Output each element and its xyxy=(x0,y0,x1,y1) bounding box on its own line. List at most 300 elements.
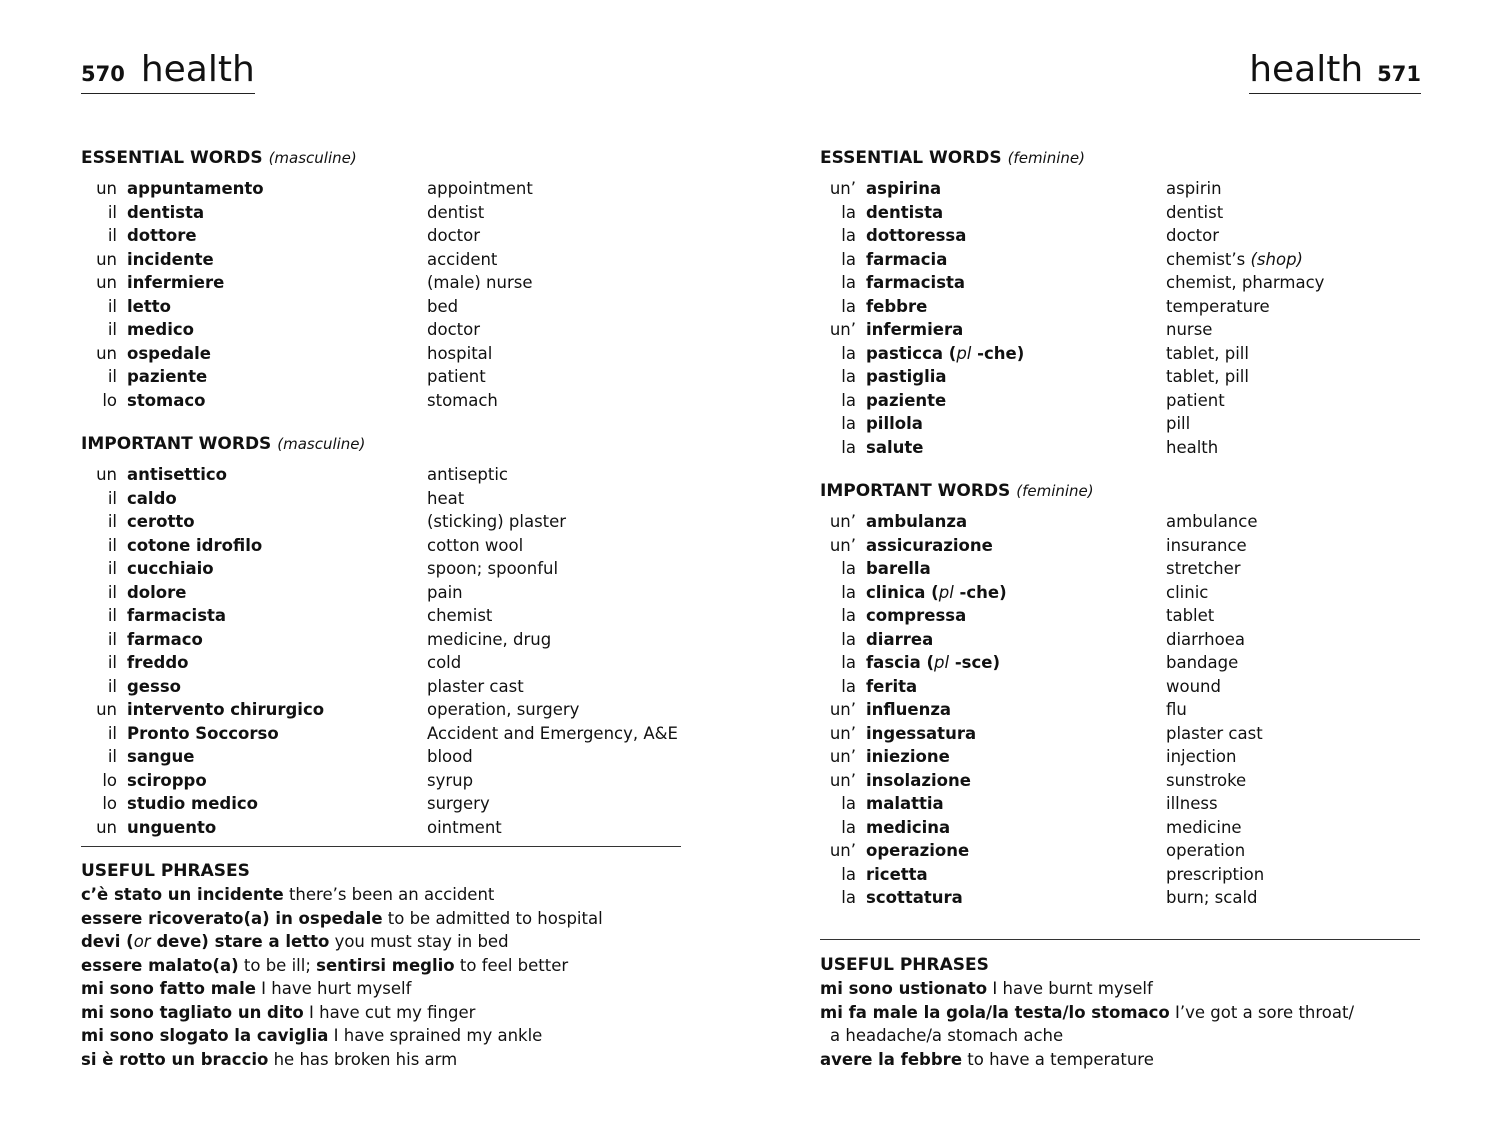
headword xyxy=(127,534,427,558)
headword xyxy=(127,675,427,699)
translation-text: aspirin xyxy=(1166,179,1222,198)
article: il xyxy=(107,226,117,245)
plural-label: pl xyxy=(934,653,950,672)
article: la xyxy=(841,226,856,245)
word-text: incidente xyxy=(127,249,214,269)
translation xyxy=(1166,271,1324,295)
translation-text: operation, surgery xyxy=(427,700,580,719)
word-text: insolazione xyxy=(866,770,971,790)
vocab-entry xyxy=(820,436,1420,460)
translation xyxy=(427,816,502,840)
translation xyxy=(1166,201,1223,225)
plural-label: pl xyxy=(956,343,972,363)
headword xyxy=(866,698,1166,722)
translation xyxy=(1166,651,1238,675)
section-heading xyxy=(820,148,1420,168)
translation-text: blood xyxy=(427,747,473,766)
page-number: 571 xyxy=(1377,62,1421,86)
vocab-entry xyxy=(81,722,681,746)
vocab-entry xyxy=(820,248,1420,272)
translation-text: tablet, pill xyxy=(1166,343,1249,363)
word-text: assicurazione xyxy=(866,535,993,555)
translation xyxy=(1166,604,1214,628)
translation-text: chemist xyxy=(427,606,493,625)
word-text: gesso xyxy=(127,676,181,696)
page-number: 570 xyxy=(81,62,125,86)
word-text: farmacista xyxy=(127,606,227,625)
article: la xyxy=(841,273,856,292)
word-text: dentista xyxy=(866,202,944,222)
vocab-entry xyxy=(81,745,681,769)
translation-text: prescription xyxy=(1166,864,1265,884)
translation-text: clinic xyxy=(1166,582,1209,602)
word-text: operazione xyxy=(866,841,970,860)
article: un xyxy=(96,465,117,484)
word-text: dentista xyxy=(127,202,205,222)
vocab-entry xyxy=(820,557,1420,581)
phrase-translation: to be ill; xyxy=(238,955,317,975)
translation xyxy=(1166,769,1246,793)
article: il xyxy=(107,676,117,696)
article: la xyxy=(841,202,856,222)
translation xyxy=(1166,698,1187,722)
phrase-line xyxy=(81,883,681,907)
phrase-italian: essere malato(a) xyxy=(81,955,239,975)
useful-phrases xyxy=(820,955,1420,1071)
headword xyxy=(127,318,427,342)
vocab-entry xyxy=(820,792,1420,816)
word-text: dottoressa xyxy=(866,226,967,245)
vocab-entry xyxy=(81,769,681,793)
phrase-list xyxy=(820,977,1420,1071)
headword xyxy=(866,769,1166,793)
translation xyxy=(1166,224,1219,248)
vocab-entry xyxy=(820,769,1420,793)
translation xyxy=(1166,839,1245,863)
translation-text: sunstroke xyxy=(1166,770,1247,790)
translation xyxy=(1166,557,1241,581)
translation xyxy=(427,745,473,769)
translation-text: wound xyxy=(1166,676,1221,696)
vocab-entry xyxy=(820,201,1420,225)
translation xyxy=(427,792,490,816)
headword xyxy=(127,651,427,675)
phrase-italian: mi sono tagliato un dito xyxy=(81,1002,304,1022)
phrase-italian: mi sono ustionato xyxy=(820,979,988,998)
word-text: appuntamento xyxy=(127,179,264,198)
article: il xyxy=(107,488,117,508)
translation xyxy=(1166,365,1249,389)
article: il xyxy=(107,723,117,743)
important-words-feminine xyxy=(820,481,1420,910)
translation-text: doctor xyxy=(427,226,480,245)
translation-text: operation xyxy=(1166,841,1246,860)
word-text: paziente xyxy=(127,367,208,386)
vocab-entry xyxy=(820,224,1420,248)
phrase-translation: I have sprained my ankle xyxy=(328,1026,543,1045)
word-text: stomaco xyxy=(127,390,206,410)
translation-text: dentist xyxy=(1166,202,1224,222)
vocab-list xyxy=(81,463,681,839)
headword xyxy=(866,863,1166,887)
vocab-entry xyxy=(81,698,681,722)
article: la xyxy=(841,414,856,433)
headword xyxy=(127,510,427,534)
translation-text: accident xyxy=(427,249,498,269)
translation xyxy=(1166,722,1263,746)
phrase-translation: a headache/a stomach ache xyxy=(830,1026,1064,1045)
word-text: barella xyxy=(866,559,931,578)
translation xyxy=(1166,792,1218,816)
translation xyxy=(1166,412,1190,436)
headword xyxy=(866,722,1166,746)
translation xyxy=(427,510,566,534)
translation xyxy=(427,651,461,675)
article: un’ xyxy=(829,747,856,766)
translation-text: diarrhoea xyxy=(1166,629,1245,649)
translation-text: insurance xyxy=(1166,535,1247,555)
vocab-entry xyxy=(820,675,1420,699)
translation-text: temperature xyxy=(1166,296,1270,316)
word-text: dottore xyxy=(127,226,197,245)
translation-text: burn; scald xyxy=(1166,888,1258,907)
section-divider xyxy=(81,846,681,847)
translation xyxy=(427,581,463,605)
headword xyxy=(866,510,1166,534)
article: la xyxy=(841,559,856,578)
article: un xyxy=(96,817,117,837)
translation-text: health xyxy=(1166,437,1219,457)
headword xyxy=(866,224,1166,248)
article: un xyxy=(96,249,117,269)
phrase-translation: I have burnt myself xyxy=(987,979,1153,998)
vocab-entry xyxy=(81,675,681,699)
vocab-entry xyxy=(81,792,681,816)
phrase-italian: or xyxy=(133,932,151,951)
translation-text: stomach xyxy=(427,390,498,410)
translation-text: medicine, drug xyxy=(427,629,552,649)
headword xyxy=(866,628,1166,652)
section-title: IMPORTANT WORDS xyxy=(81,434,272,454)
vocab-entry xyxy=(820,318,1420,342)
section-qualifier: (feminine) xyxy=(1007,149,1085,167)
translation-text: Accident and Emergency, A&E xyxy=(427,723,678,743)
translation xyxy=(1166,318,1212,342)
phrase-italian: sentirsi meglio xyxy=(316,955,455,975)
vocab-entry xyxy=(820,604,1420,628)
headword xyxy=(866,839,1166,863)
translation xyxy=(427,628,551,652)
essential-words-masculine xyxy=(81,148,681,412)
headword xyxy=(866,271,1166,295)
headword xyxy=(866,295,1166,319)
headword: pasticca (pl -che) xyxy=(866,343,1025,363)
vocab-entry xyxy=(81,201,681,225)
page-title: health xyxy=(140,49,255,90)
headword xyxy=(127,248,427,272)
article: la xyxy=(841,676,856,696)
plural-suffix: -che xyxy=(959,582,1000,602)
vocab-list xyxy=(81,177,681,412)
translation-text: chemist’s xyxy=(1166,249,1246,269)
translation-text: heat xyxy=(427,488,465,508)
headword xyxy=(127,792,427,816)
word-text: freddo xyxy=(127,653,189,672)
translation-text: illness xyxy=(1166,794,1218,813)
headword xyxy=(866,201,1166,225)
article: il xyxy=(107,653,117,672)
plural-label: pl xyxy=(938,582,954,602)
article: il xyxy=(107,512,117,531)
headword xyxy=(866,389,1166,413)
vocab-list xyxy=(820,510,1420,910)
vocab-entry xyxy=(81,604,681,628)
translation-text: patient xyxy=(1166,390,1225,410)
article: lo xyxy=(102,770,117,790)
vocab-entry xyxy=(820,510,1420,534)
phrase-line xyxy=(81,1048,681,1072)
headword xyxy=(866,365,1166,389)
article: un xyxy=(96,179,117,198)
headword xyxy=(866,675,1166,699)
article: un’ xyxy=(829,320,856,339)
headword: clinica (pl -che) xyxy=(866,582,1007,602)
article: la xyxy=(841,606,856,625)
headword xyxy=(127,463,427,487)
translation xyxy=(427,698,579,722)
translation-text: doctor xyxy=(1166,226,1219,245)
translation xyxy=(1166,745,1236,769)
article: la xyxy=(841,437,856,457)
headword xyxy=(127,201,427,225)
vocab-entry xyxy=(820,745,1420,769)
vocab-entry xyxy=(820,839,1420,863)
article: un xyxy=(96,273,117,292)
phrase-line xyxy=(820,1024,1420,1048)
translation-text: spoon; spoonful xyxy=(427,559,559,578)
word-text: malattia xyxy=(866,794,944,813)
article: la xyxy=(841,817,856,837)
translation xyxy=(1166,389,1225,413)
vocab-list xyxy=(820,177,1420,459)
headword xyxy=(127,816,427,840)
vocab-entry xyxy=(820,628,1420,652)
phrase-line xyxy=(820,977,1420,1001)
translation xyxy=(1166,248,1303,272)
translation-text: bandage xyxy=(1166,653,1239,672)
word-text: cerotto xyxy=(127,512,195,531)
word-text: Pronto Soccorso xyxy=(127,723,279,743)
vocab-entry xyxy=(820,389,1420,413)
phrase-italian: mi fa male la gola/la testa/lo stomaco xyxy=(820,1002,1170,1022)
word-text: letto xyxy=(127,296,171,316)
section-qualifier: (feminine) xyxy=(1016,482,1094,500)
vocab-entry xyxy=(820,698,1420,722)
article: un’ xyxy=(829,723,856,743)
headword xyxy=(127,604,427,628)
phrase-italian: mi sono slogato la caviglia xyxy=(81,1026,329,1045)
word-text: salute xyxy=(866,437,924,457)
translation xyxy=(427,295,458,319)
section-title: IMPORTANT WORDS xyxy=(820,481,1011,501)
article: il xyxy=(107,202,117,222)
headword xyxy=(866,318,1166,342)
translation-text: cold xyxy=(427,653,462,672)
word-text: caldo xyxy=(127,488,177,508)
article: un xyxy=(96,700,117,719)
headword xyxy=(127,722,427,746)
translation xyxy=(427,389,498,413)
article: lo xyxy=(102,390,117,410)
word-text: pastiglia xyxy=(866,367,947,386)
article: la xyxy=(841,296,856,316)
vocab-entry xyxy=(820,816,1420,840)
vocab-entry xyxy=(820,886,1420,910)
word-text: paziente xyxy=(866,390,947,410)
headword xyxy=(866,816,1166,840)
phrase-translation: you must stay in bed xyxy=(329,932,509,951)
translation-text: ointment xyxy=(427,817,502,837)
phrase-translation: there’s been an accident xyxy=(283,885,495,904)
section-heading: USEFUL PHRASES xyxy=(820,955,989,975)
translation xyxy=(427,318,480,342)
translation-text: hospital xyxy=(427,343,493,363)
article: la xyxy=(841,653,856,672)
headword xyxy=(127,581,427,605)
word-text: antisettico xyxy=(127,465,227,484)
word-text: ingessatura xyxy=(866,723,977,743)
translation xyxy=(427,675,524,699)
vocab-entry xyxy=(820,177,1420,201)
phrase-italian: devi ( xyxy=(81,932,134,951)
phrase-italian: deve) stare a letto xyxy=(150,932,330,951)
translation xyxy=(427,271,533,295)
vocab-entry xyxy=(81,224,681,248)
translation xyxy=(1166,510,1258,534)
phrase-italian: avere la febbre xyxy=(820,1049,963,1069)
section-qualifier: (masculine) xyxy=(268,149,357,167)
word-text: farmacia xyxy=(866,249,948,269)
translation xyxy=(427,604,492,628)
right-page-header xyxy=(1249,50,1421,94)
phrase-translation: to have a temperature xyxy=(962,1049,1154,1069)
left-page-header xyxy=(81,50,255,94)
headword xyxy=(127,365,427,389)
vocab-entry xyxy=(81,463,681,487)
article: la xyxy=(841,343,856,363)
translation xyxy=(1166,177,1222,201)
vocab-entry xyxy=(81,365,681,389)
word-text: cucchiaio xyxy=(127,559,214,578)
headword xyxy=(127,487,427,511)
article: il xyxy=(107,559,117,578)
word-text: unguento xyxy=(127,817,217,837)
headword xyxy=(866,436,1166,460)
word-text: diarrea xyxy=(866,629,934,649)
phrase-list xyxy=(81,883,681,1071)
important-words-masculine xyxy=(81,434,681,839)
translation-text: appointment xyxy=(427,179,533,198)
translation-text: stretcher xyxy=(1166,559,1241,578)
translation-text: nurse xyxy=(1166,320,1213,339)
phrase-italian: mi sono fatto male xyxy=(81,979,256,998)
phrase-translation: to be admitted to hospital xyxy=(382,908,603,928)
article: un’ xyxy=(829,535,856,555)
article: il xyxy=(107,320,117,339)
phrase-line xyxy=(81,954,681,978)
translation-text: tablet xyxy=(1166,606,1215,625)
phrase-line xyxy=(81,1001,681,1025)
headword xyxy=(866,248,1166,272)
word-text: medicina xyxy=(866,817,951,837)
word-text: ferita xyxy=(866,676,918,696)
article: la xyxy=(841,794,856,813)
translation xyxy=(427,722,678,746)
headword xyxy=(127,557,427,581)
phrase-line xyxy=(820,1048,1420,1072)
word-text: aspirina xyxy=(866,179,942,198)
translation-text: doctor xyxy=(427,320,480,339)
word-text: cotone idrofilo xyxy=(127,535,263,555)
headword xyxy=(127,389,427,413)
vocab-entry xyxy=(81,389,681,413)
word-text: febbre xyxy=(866,296,928,316)
headword xyxy=(866,745,1166,769)
word-text: ambulanza xyxy=(866,512,968,531)
plural-suffix: -sce xyxy=(954,653,993,672)
translation xyxy=(1166,675,1221,699)
vocab-entry xyxy=(81,271,681,295)
section-qualifier: (masculine) xyxy=(277,435,366,453)
translation-text: flu xyxy=(1166,700,1187,719)
article: un’ xyxy=(829,700,856,719)
word-text: farmaco xyxy=(127,629,203,649)
useful-phrases xyxy=(81,861,681,1071)
page-title: health xyxy=(1249,49,1364,90)
vocab-entry xyxy=(81,295,681,319)
translation xyxy=(1166,295,1270,319)
word-text: medico xyxy=(127,320,194,339)
translation xyxy=(427,342,492,366)
word-text: ospedale xyxy=(127,343,211,363)
headword xyxy=(866,534,1166,558)
article: il xyxy=(107,582,117,602)
phrase-italian: essere ricoverato(a) in ospedale xyxy=(81,908,383,928)
word-text: studio medico xyxy=(127,794,258,813)
word-text: intervento chirurgico xyxy=(127,700,325,719)
word-text: sciroppo xyxy=(127,770,207,790)
translation xyxy=(1166,628,1245,652)
vocab-entry xyxy=(81,318,681,342)
word-text: ricetta xyxy=(866,864,928,884)
section-title: ESSENTIAL WORDS xyxy=(820,148,1002,168)
headword xyxy=(127,295,427,319)
translation xyxy=(427,365,486,389)
vocab-entry xyxy=(81,628,681,652)
translation-text: bed xyxy=(427,296,459,316)
vocab-entry xyxy=(820,271,1420,295)
article: il xyxy=(107,629,117,649)
translation xyxy=(1166,863,1264,887)
translation xyxy=(1166,534,1247,558)
translation xyxy=(1166,436,1218,460)
word-text: iniezione xyxy=(866,747,950,766)
translation xyxy=(427,769,473,793)
translation-text: medicine xyxy=(1166,817,1242,837)
vocab-entry xyxy=(820,412,1420,436)
phrase-line xyxy=(820,1001,1420,1025)
word-text: compressa xyxy=(866,606,967,625)
